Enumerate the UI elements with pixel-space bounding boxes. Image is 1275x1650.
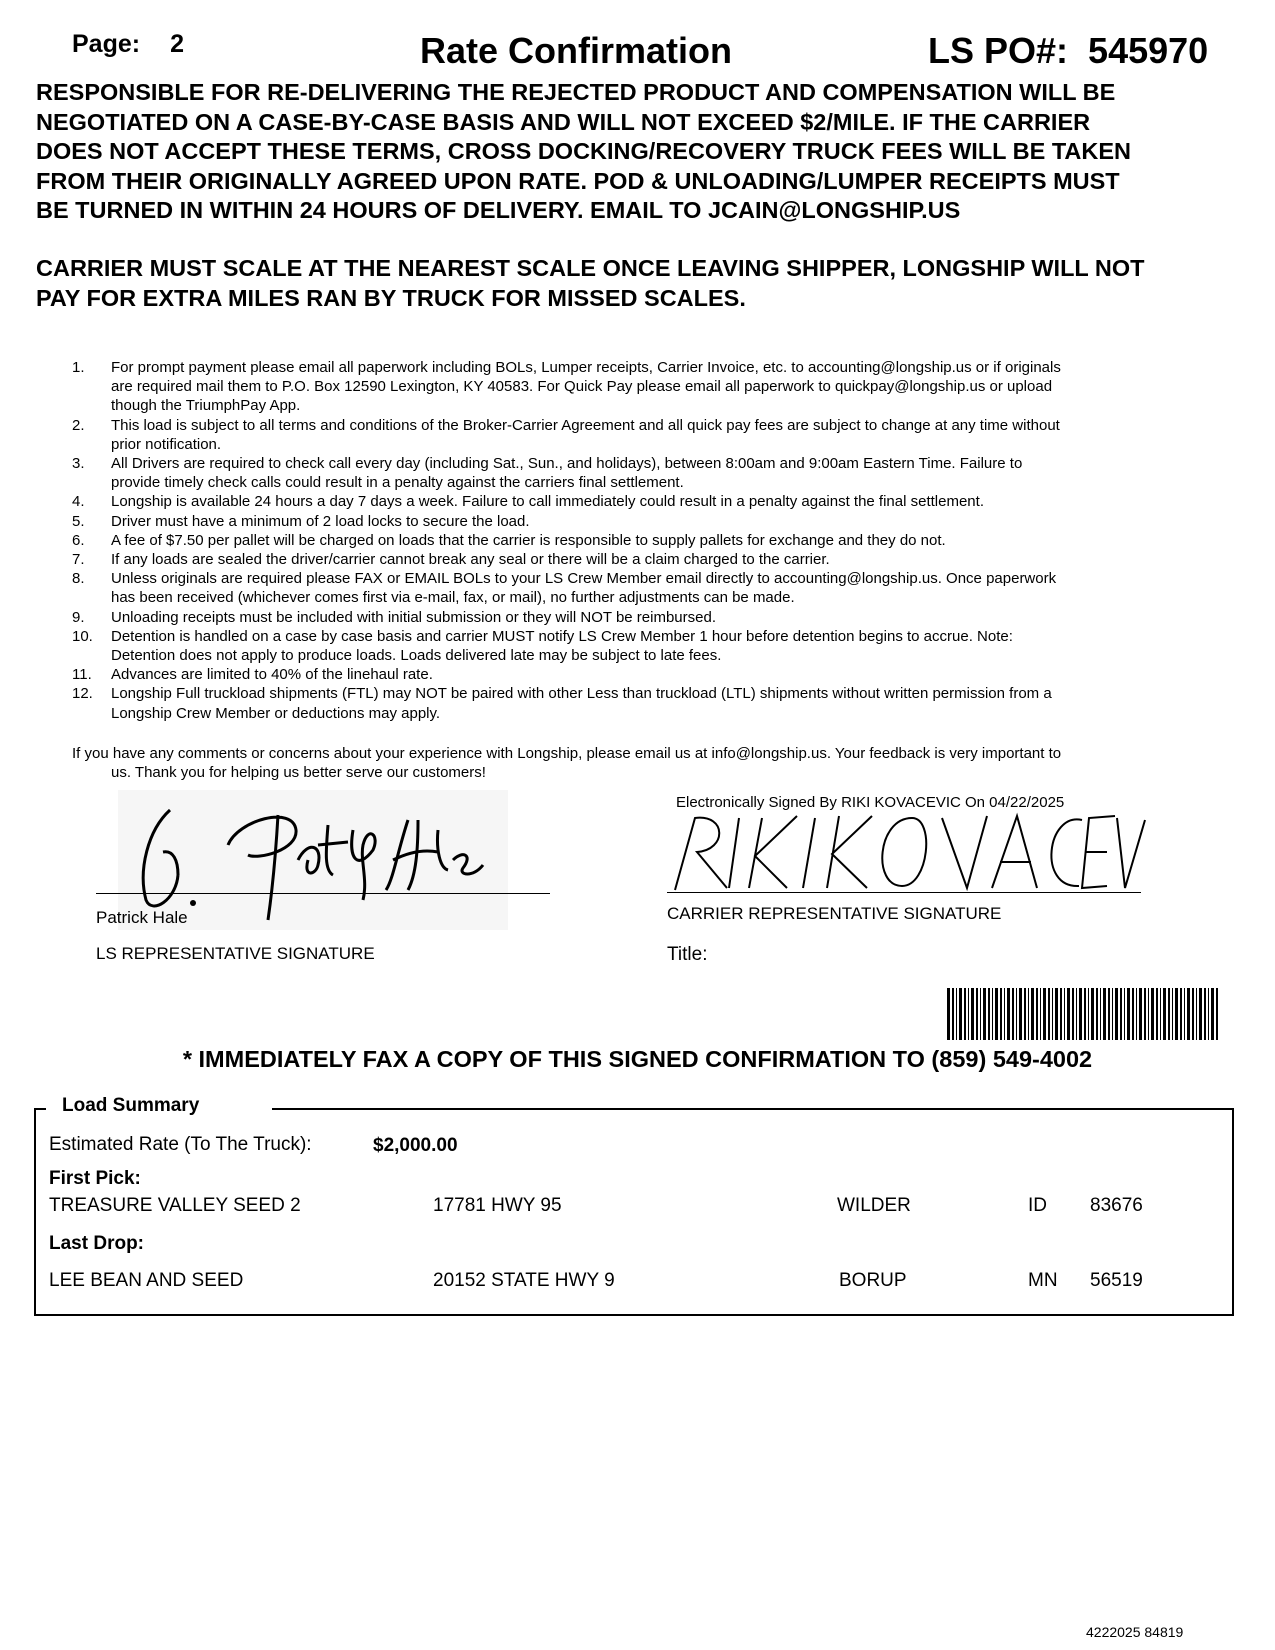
po-number: 545970 xyxy=(1088,30,1209,71)
term-item xyxy=(72,608,1192,627)
term-line: though the TriumphPay App. xyxy=(111,397,301,415)
term-line: Longship Full truckload shipments (FTL) may NOT be paired with other Less than truckload (LTL) shipments without written permission from a xyxy=(111,685,1052,703)
term-number: 3. xyxy=(72,455,85,473)
last-drop-zip: 56519 xyxy=(1090,1270,1143,1291)
first-pick-state: ID xyxy=(1028,1195,1047,1216)
paragraph-line: PAY FOR EXTRA MILES RAN BY TRUCK FOR MISSED SCALES. xyxy=(36,284,746,311)
term-item xyxy=(72,627,1192,665)
term-item xyxy=(72,684,1192,722)
term-number: 4. xyxy=(72,493,85,511)
term-item xyxy=(72,569,1192,607)
document-id-footer: 4222025 84819 xyxy=(1086,1624,1184,1640)
term-item xyxy=(72,550,1192,569)
term-line: Detention is handled on a case by case basis and carrier MUST notify LS Crew Member 1 hour before detention begins to accrue. Note: xyxy=(111,627,1013,645)
first-pick-city: WILDER xyxy=(837,1195,911,1216)
term-line: prior notification. xyxy=(111,435,222,453)
term-line: provide timely check calls could result in a penalty against the carriers final settlement. xyxy=(111,474,684,492)
first-pick-zip: 83676 xyxy=(1090,1195,1143,1216)
term-item xyxy=(72,665,1192,684)
fax-notice: * IMMEDIATELY FAX A COPY OF THIS SIGNED CONFIRMATION TO (859) 549-4002 xyxy=(182,1046,1093,1072)
term-number: 5. xyxy=(72,512,85,530)
first-pick-name: TREASURE VALLEY SEED 2 xyxy=(49,1195,301,1216)
carrier-signature-drawing xyxy=(667,812,1147,892)
load-summary-box xyxy=(34,1095,1234,1316)
e-signature-note: Electronically Signed By RIKI KOVACEVIC On 04/22/2025 xyxy=(676,794,1065,811)
term-line: All Drivers are required to check call every day (including Sat., Sun., and holidays), between 8:00am and 9:00am Eastern Time. Failure to xyxy=(111,455,1023,473)
paragraph-line: RESPONSIBLE FOR RE-DELIVERING THE REJECTED PRODUCT AND COMPENSATION WILL BE xyxy=(36,79,1116,105)
term-item xyxy=(72,492,1192,511)
term-number: 2. xyxy=(72,416,85,434)
page-label: Page: xyxy=(72,30,141,58)
term-number: 12. xyxy=(72,685,93,703)
last-drop-state: MN xyxy=(1028,1270,1058,1291)
last-drop-city: BORUP xyxy=(839,1270,907,1291)
paragraph-line: DOES NOT ACCEPT THESE TERMS, CROSS DOCKING/RECOVERY TRUCK FEES WILL BE TAKEN xyxy=(36,138,1132,164)
term-line: are required mail them to P.O. Box 12590 Lexington, KY 40583. For Quick Pay please email all paperwork to quickpay@longship.us or upload xyxy=(111,378,1053,396)
term-line: Unloading receipts must be included with initial submission or they will NOT be reimbursed. xyxy=(111,608,716,626)
term-number: 8. xyxy=(72,570,85,588)
carrier-rep-signature-label: CARRIER REPRESENTATIVE SIGNATURE xyxy=(667,904,1002,923)
term-line: For prompt payment please email all paperwork including BOLs, Lumper receipts, Carrier Invoice, etc. to accounting@longship.us or if originals xyxy=(111,359,1061,376)
scale-terms-paragraph xyxy=(36,254,1246,313)
term-line: Advances are limited to 40% of the linehaul rate. xyxy=(111,666,433,684)
term-number: 11. xyxy=(72,666,92,684)
last-drop-name: LEE BEAN AND SEED xyxy=(49,1270,244,1291)
paragraph-line: NEGOTIATED ON A CASE-BY-CASE BASIS AND WILL NOT EXCEED $2/MILE. IF THE CARRIER xyxy=(36,108,1091,135)
rate-label: Estimated Rate (To The Truck): xyxy=(49,1134,312,1155)
page-indicator xyxy=(72,30,184,59)
document-title: Rate Confirmation xyxy=(420,30,733,71)
rate-value: $2,000.00 xyxy=(373,1135,458,1156)
po-label: LS PO#: xyxy=(928,30,1069,71)
ls-rep-name: Patrick Hale xyxy=(96,908,188,927)
redelivery-terms-paragraph xyxy=(36,78,1246,226)
term-number: 9. xyxy=(72,608,85,626)
last-drop-address: 20152 STATE HWY 9 xyxy=(433,1270,615,1291)
term-line: Driver must have a minimum of 2 load locks to secure the load. xyxy=(111,512,530,530)
load-summary-legend: Load Summary xyxy=(58,1095,203,1117)
term-line: Detention does not apply to produce loads. Loads delivered late may be subject to late fees. xyxy=(111,647,722,665)
term-line: Longship is available 24 hours a day 7 days a week. Failure to call immediately could result in a penalty against the final settlement. xyxy=(111,493,984,511)
first-pick-label: First Pick: xyxy=(49,1168,141,1189)
term-line: This load is subject to all terms and conditions of the Broker-Carrier Agreement and all quick pay fees are subject to change at any time without xyxy=(111,416,1060,434)
ls-signature-line xyxy=(96,893,550,894)
term-line: Longship Crew Member or deductions may apply. xyxy=(111,704,441,722)
title-label: Title: xyxy=(667,944,708,965)
barcode xyxy=(947,988,1219,1040)
term-number: 6. xyxy=(72,531,85,549)
term-line: If any loads are sealed the driver/carrier cannot break any seal or there will be a claim charged to the carrier. xyxy=(111,551,830,569)
po-number-block xyxy=(928,30,1208,72)
first-pick-address: 17781 HWY 95 xyxy=(433,1195,562,1216)
term-item xyxy=(72,358,1192,416)
paragraph-line: CARRIER MUST SCALE AT THE NEAREST SCALE ONCE LEAVING SHIPPER, LONGSHIP WILL NOT xyxy=(36,255,1145,281)
page-number: 2 xyxy=(170,30,184,58)
carrier-signature-image xyxy=(667,812,1147,892)
paragraph-line: BE TURNED IN WITHIN 24 HOURS OF DELIVERY. EMAIL TO JCAIN@LONGSHIP.US xyxy=(36,197,961,223)
feedback-note xyxy=(72,744,1192,782)
feedback-line: If you have any comments or concerns about your experience with Longship, please email us at info@longship.us. Your feedback is very important to xyxy=(72,745,1062,762)
term-line: A fee of $7.50 per pallet will be charged on loads that the carrier is responsible to supply pallets for exchange and they do not. xyxy=(111,531,946,549)
term-item xyxy=(72,416,1192,454)
last-drop-label: Last Drop: xyxy=(49,1233,144,1254)
carrier-signature-line xyxy=(667,892,1141,893)
term-item xyxy=(72,512,1192,531)
paragraph-line: FROM THEIR ORIGINALLY AGREED UPON RATE. POD & UNLOADING/LUMPER RECEIPTS MUST xyxy=(36,167,1120,194)
term-line: has been received (whichever comes first via e-mail, fax, or mail), no further adjustments can be made. xyxy=(111,589,795,607)
term-number: 7. xyxy=(72,551,85,569)
feedback-line: us. Thank you for helping us better serve our customers! xyxy=(111,764,486,782)
ls-rep-signature-label: LS REPRESENTATIVE SIGNATURE xyxy=(96,944,375,963)
term-item xyxy=(72,531,1192,550)
term-line: Unless originals are required please FAX or EMAIL BOLs to your LS Crew Member email directly to accounting@longship.us. Once paperwork xyxy=(111,570,1057,588)
barcode-bars xyxy=(947,988,1219,1040)
term-item xyxy=(72,454,1192,492)
term-number: 10. xyxy=(72,627,93,645)
terms-list xyxy=(72,358,1192,723)
term-number: 1. xyxy=(72,359,85,376)
